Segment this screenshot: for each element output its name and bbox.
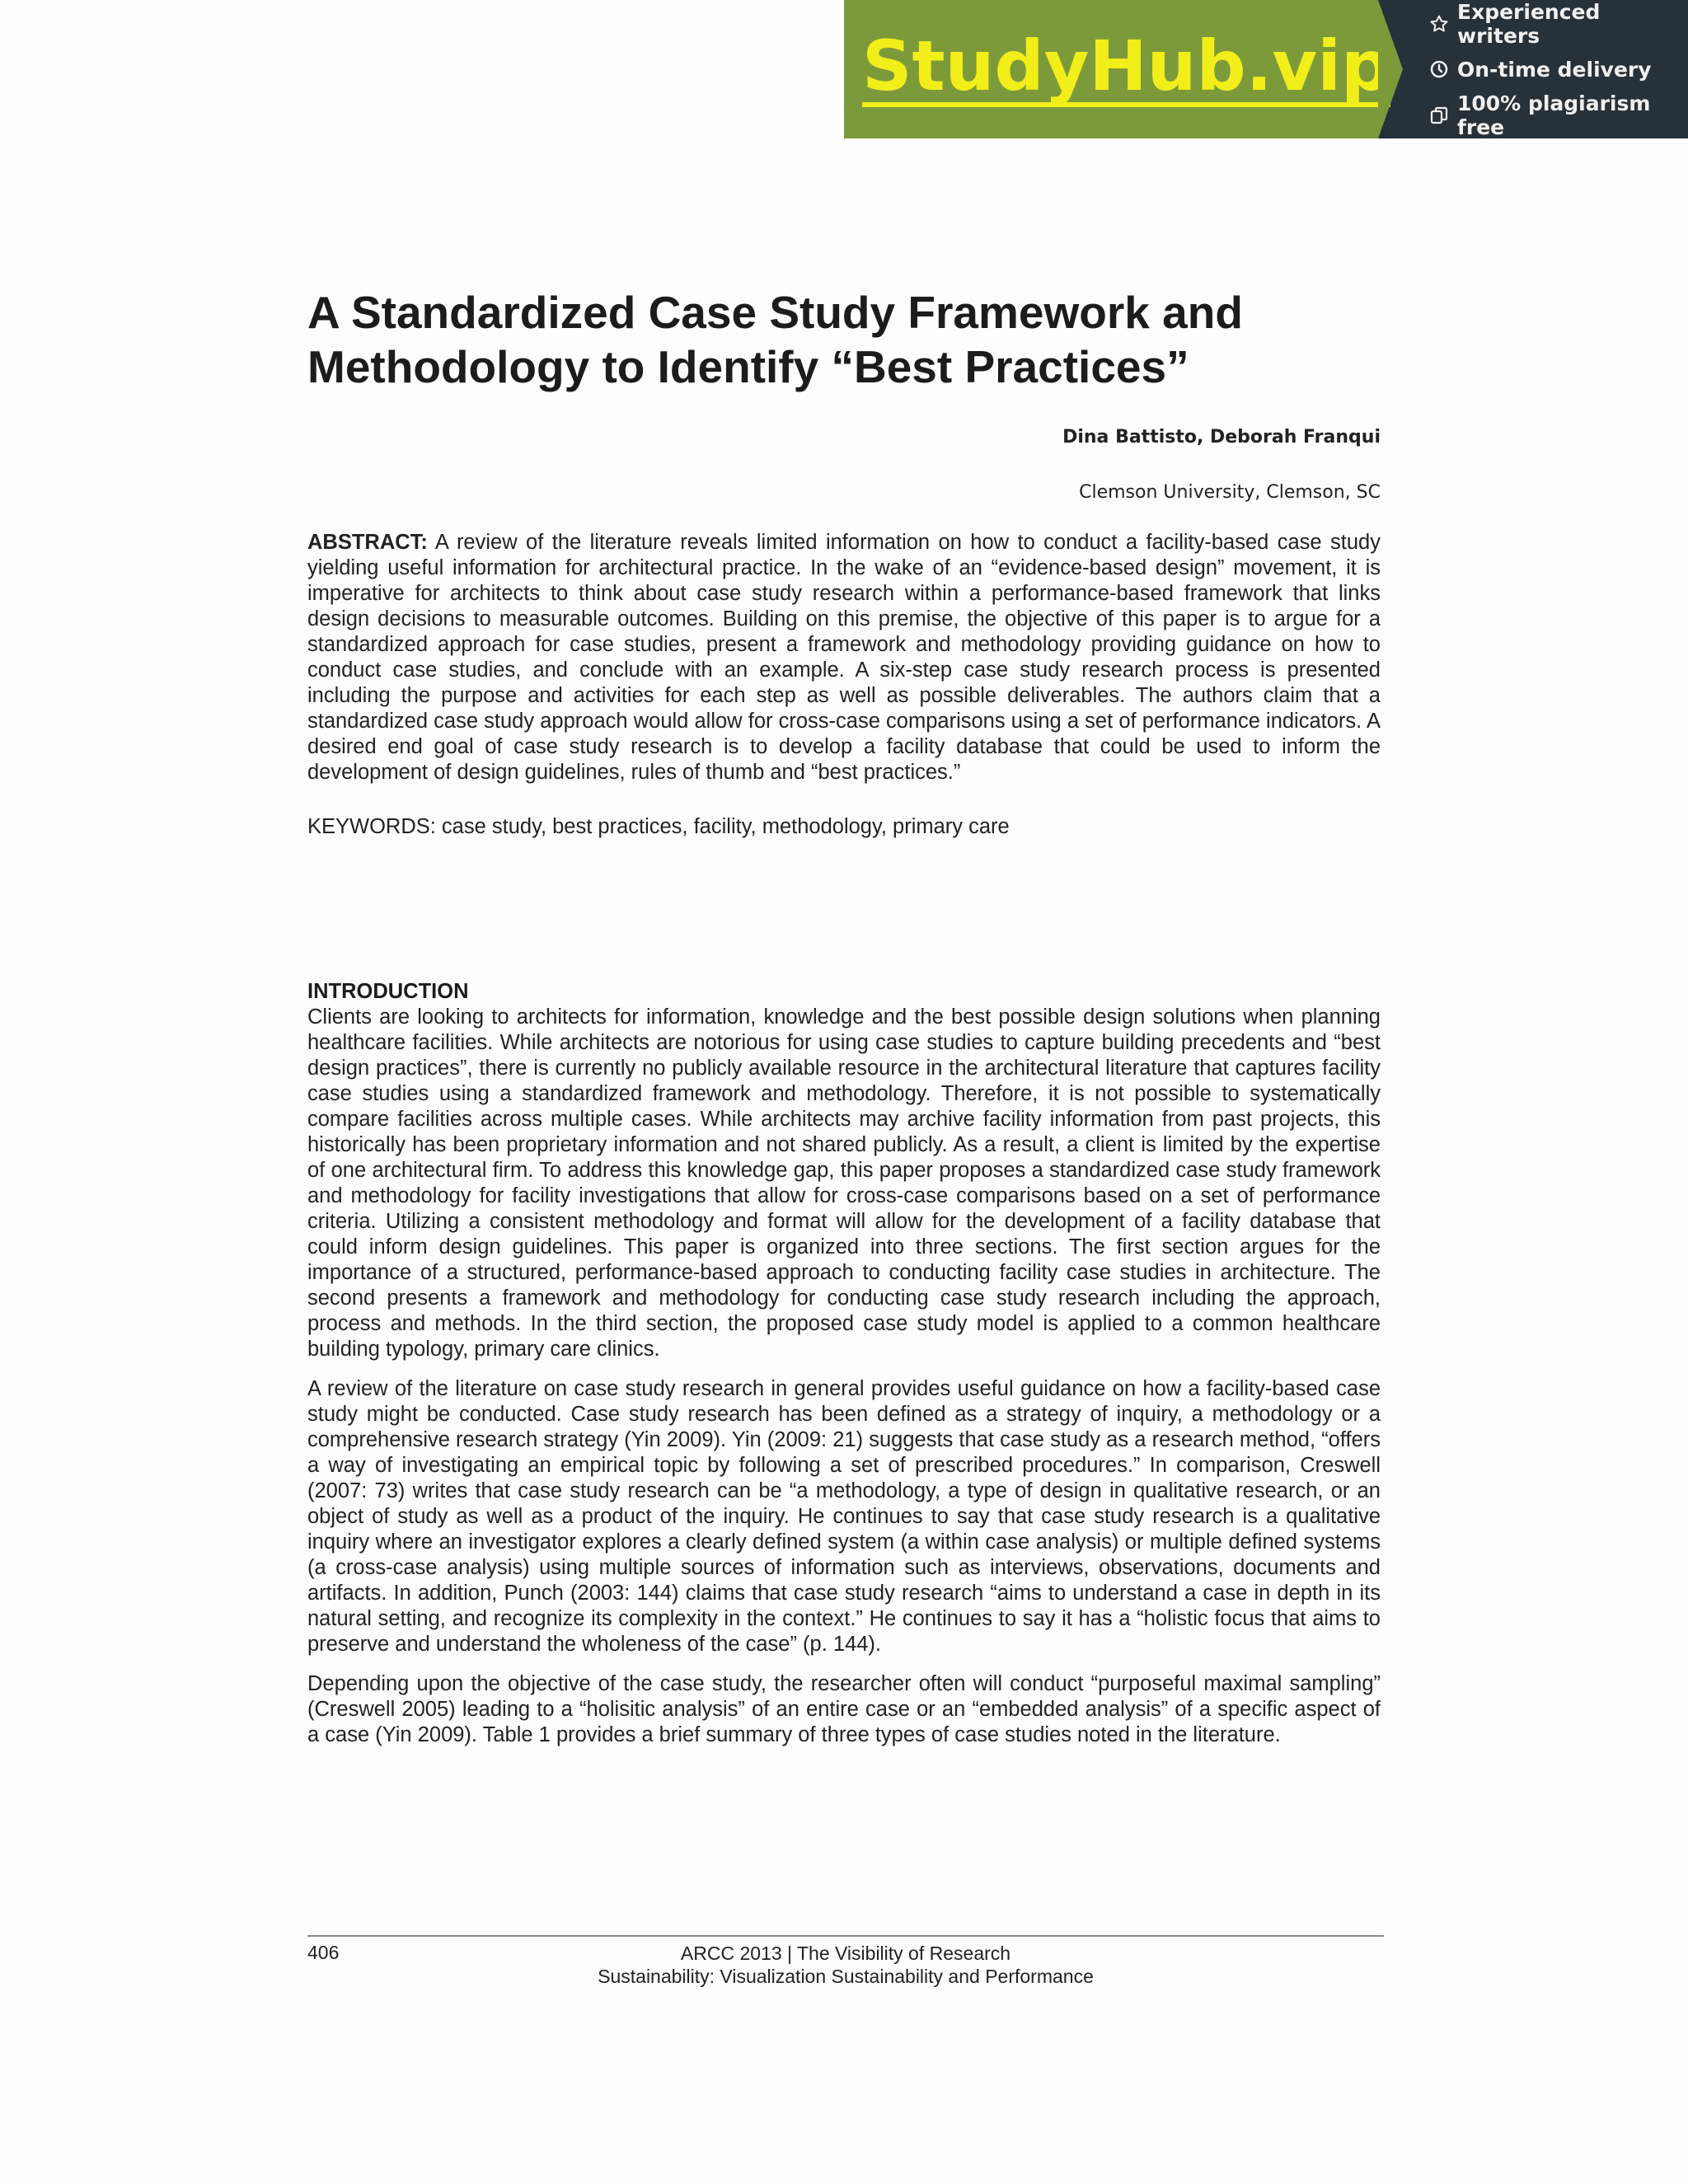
abstract-text: A review of the literature reveals limited information on how to conduct a facility-based case study yielding useful information for architectural practice. In the wake of an “evidence-based design” movement, it is imperative for architects to think about case study research within a performance-based framework that links design decisions to measurable outcomes. Building on this premise, the objective of this paper is to argue for a standardized approach for case studies, present a framework and methodology providing guidance on how to conduct case studies, and conclude with an example. A six-step case study research process is presented including the purpose and activities for each step as well as possible deliverables. The authors claim that a standardized case study approach would allow for cross-case comparisons using a set of performance indicators. A desired end goal of case study research is to develop a facility database that could be used to inform the development of design guidelines, rules of thumb and “best practices.” bbox=[307, 531, 1381, 784]
abstract-label: ABSTRACT: bbox=[307, 531, 428, 554]
body-paragraph: A review of the literature on case study research in general provides useful guidance on how a facility-based case study might be conducted. Case study research has been defined as a strategy of inquiry, a methodology or a comprehensive research strategy (Yin 2009). Yin (2009: 21) suggests that case study as a research method, “offers a way of investigating an empirical topic by following a set of prescribed procedures.” In comparison, Creswell (2007: 73) writes that case study research can be “a methodology, a type of design in qualitative research, or an object of study as well as a product of the inquiry. He continues to say that case study research is a qualitative inquiry where an investigator explores a clearly defined system (a within case analysis) or multiple defined systems (a cross-case analysis) using multiple sources of information such as interviews, observations, documents and artifacts. In addition, Punch (2003: 144) claims that case study research “aims to understand a case in depth in its natural setting, and recognize its complexity in the context.” He continues to say it has a “holistic focus that aims to preserve and understand the wholeness of the case” (p. 144). bbox=[307, 1377, 1381, 1656]
feature-experienced-writers bbox=[1429, 0, 1688, 48]
feature-label: Experienced writers bbox=[1457, 0, 1601, 48]
body-paragraph: Clients are looking to architects for information, knowledge and the best possible design solutions when planning healthcare facilities. While architects are notorious for using case studies to capture building precedents and “best design practices”, there is currently no publicly available resource in the architectural literature that captures facility case studies using a standardized framework and methodology. Therefore, it is not possible to systematically compare facilities across multiple cases. While architects may archive facility information from past projects, this historically has been proprietary information and not shared publicly. As a result, a client is limited by the expertise of one architectural firm. To address this knowledge gap, this paper proposes a standardized case study framework and methodology for facility investigations that allow for cross-case comparisons based on a set of performance criteria. Utilizing a consistent methodology and format will allow for the development of a facility database that could inform design guidelines. This paper is organized into three sections. The first section argues for the importance of a structured, performance-based approach to conducting facility case studies in architecture. The second presents a framework and methodology for conducting case study research including the approach, process and methods. In the third section, the proposed case study model is applied to a common healthcare building typology, primary care clinics. bbox=[307, 1005, 1381, 1361]
feature-on-time-delivery bbox=[1429, 58, 1688, 82]
copy-icon bbox=[1429, 105, 1449, 125]
footer-line: Sustainability: Visualization Sustainability and Performance bbox=[598, 1966, 1094, 1987]
section-heading-introduction: INTRODUCTION bbox=[307, 980, 469, 1003]
affiliation: Clemson University, Clemson, SC bbox=[1079, 482, 1381, 503]
feature-plagiarism-free bbox=[1429, 91, 1688, 139]
clock-icon bbox=[1429, 59, 1449, 79]
paper-page bbox=[307, 280, 1381, 1748]
banner-features bbox=[1378, 0, 1688, 138]
banner-brand-panel bbox=[844, 0, 1391, 138]
paper-title bbox=[307, 285, 1381, 394]
page-number: 406 bbox=[307, 1942, 340, 1963]
feature-label: 100% plagiarism free bbox=[1457, 91, 1651, 139]
page-footer bbox=[307, 1935, 1384, 1988]
studyhub-banner[interactable] bbox=[844, 0, 1688, 138]
footer-line: ARCC 2013 | The Visibility of Research bbox=[680, 1943, 1011, 1964]
footer-citation bbox=[307, 1937, 1384, 1988]
title-line: Methodology to Identify “Best Practices” bbox=[307, 341, 1189, 392]
keywords: KEYWORDS: case study, best practices, facility, methodology, primary care bbox=[307, 815, 1010, 838]
brand-logo[interactable]: StudyHub.vip bbox=[862, 26, 1391, 106]
feature-label: On-time delivery bbox=[1457, 57, 1652, 82]
star-icon bbox=[1429, 14, 1449, 34]
authors: Dina Battisto, Deborah Franqui bbox=[1062, 427, 1381, 448]
title-line: A Standardized Case Study Framework and bbox=[307, 287, 1243, 338]
body-paragraph: Depending upon the objective of the case study, the researcher often will conduct “purposeful maximal sampling” (Creswell 2005) leading to a “holisitic analysis” of an entire case or an “embedded analysis” of a specific aspect of a case (Yin 2009). Table 1 provides a brief summary of three types of case studies noted in the literature. bbox=[307, 1672, 1381, 1746]
abstract bbox=[307, 530, 1381, 785]
